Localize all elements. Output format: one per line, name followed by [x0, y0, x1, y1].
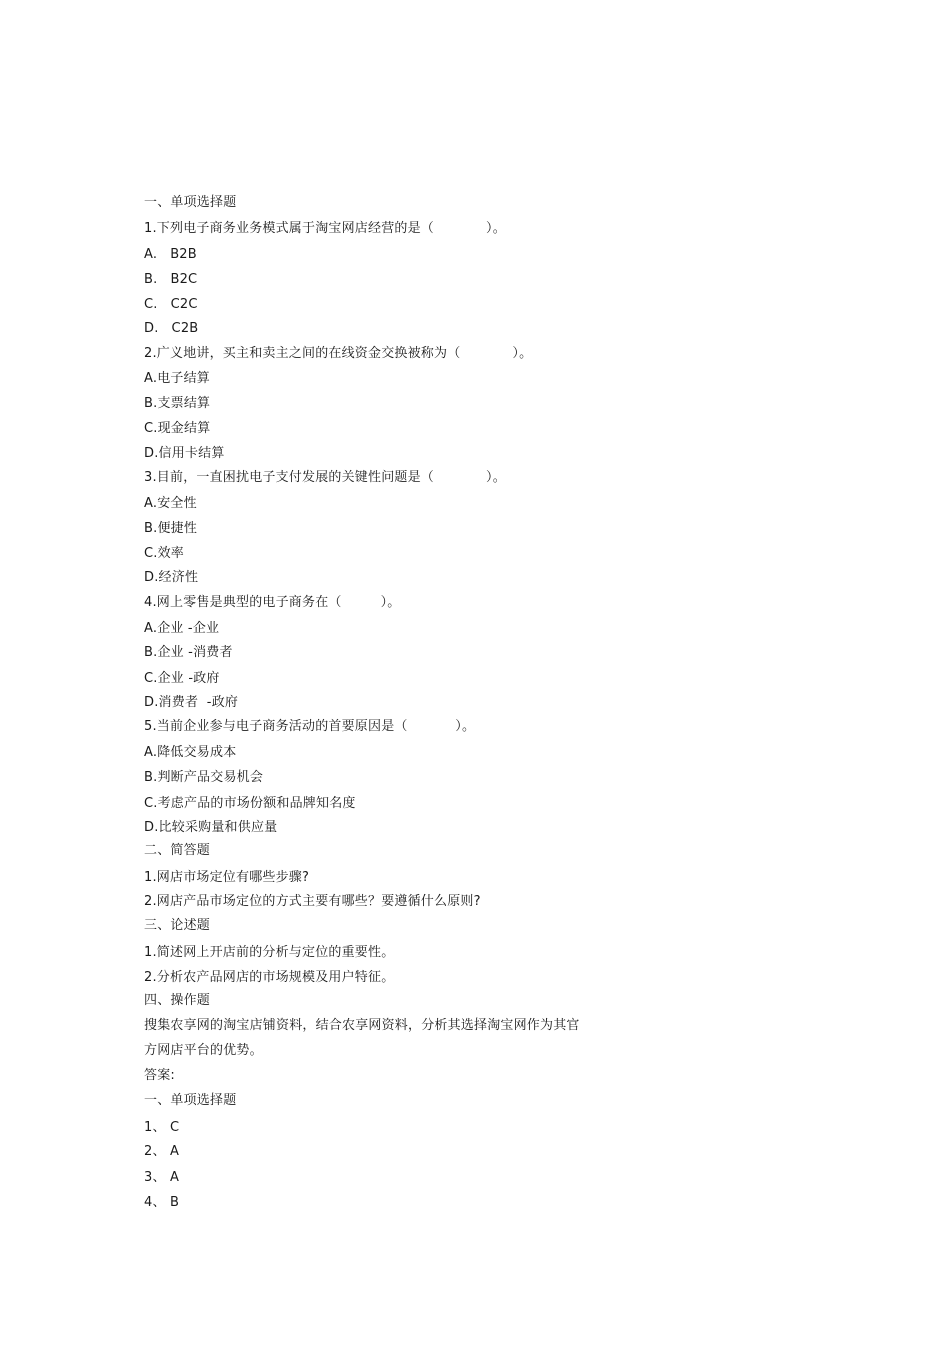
- option-text: C.企业 -政府: [144, 671, 220, 686]
- option-text: C.现金结算: [144, 421, 211, 436]
- answer-item: 1、 C: [144, 1120, 180, 1135]
- question-text: 4.网上零售是典型的电子商务在（ ）。: [144, 595, 401, 610]
- section-heading: 二、简答题: [144, 843, 211, 858]
- answer-item: 3、 A: [144, 1170, 180, 1185]
- question-text: 1.下列电子商务业务模式属于淘宝网店经营的是（ ）。: [144, 221, 506, 236]
- option-text: B.企业 -消费者: [144, 645, 233, 660]
- question-text: 2.网店产品市场定位的方式主要有哪些？要遵循什么原则?: [144, 894, 481, 909]
- option-text: A.电子结算: [144, 371, 210, 386]
- section-heading: 一、单项选择题: [144, 195, 237, 210]
- option-text: C.效率: [144, 546, 185, 561]
- question-text: 方网店平台的优势。: [144, 1043, 263, 1058]
- section-heading: 四、操作题: [144, 993, 211, 1008]
- option-text: A.企业 -企业: [144, 621, 220, 636]
- section-heading: 一、单项选择题: [144, 1093, 237, 1108]
- question-text: 3.目前，一直困扰电子支付发展的关键性问题是（ ）。: [144, 470, 506, 485]
- option-text: B.支票结算: [144, 396, 211, 411]
- question-text: 5.当前企业参与电子商务活动的首要原因是（ ）。: [144, 719, 476, 734]
- option-text: D.消费者 -政府: [144, 695, 239, 710]
- answer-heading: 答案:: [144, 1068, 175, 1083]
- section-heading: 三、论述题: [144, 918, 211, 933]
- question-text: 1.简述网上开店前的分析与定位的重要性。: [144, 945, 395, 960]
- question-text: 搜集农享网的淘宝店铺资料，结合农享网资料，分析其选择淘宝网作为其官: [144, 1018, 580, 1033]
- option-text: A.降低交易成本: [144, 745, 237, 760]
- option-text: B.便捷性: [144, 521, 198, 536]
- option-text: A.安全性: [144, 496, 197, 511]
- option-text: C. C2C: [144, 297, 198, 312]
- question-text: 1.网店市场定位有哪些步骤?: [144, 870, 310, 885]
- option-text: A. B2B: [144, 247, 197, 262]
- option-text: B.判断产品交易机会: [144, 770, 264, 785]
- question-text: 2.广义地讲，买主和卖主之间的在线资金交换被称为（ ）。: [144, 346, 533, 361]
- option-text: D.比较采购量和供应量: [144, 820, 278, 835]
- option-text: D. C2B: [144, 321, 199, 336]
- option-text: D.信用卡结算: [144, 446, 225, 461]
- answer-item: 4、 B: [144, 1195, 180, 1210]
- option-text: B. B2C: [144, 272, 198, 287]
- question-text: 2.分析农产品网店的市场规模及用户特征。: [144, 970, 395, 985]
- answer-item: 2、 A: [144, 1144, 180, 1159]
- option-text: D.经济性: [144, 570, 199, 585]
- option-text: C.考虑产品的市场份额和品牌知名度: [144, 796, 356, 811]
